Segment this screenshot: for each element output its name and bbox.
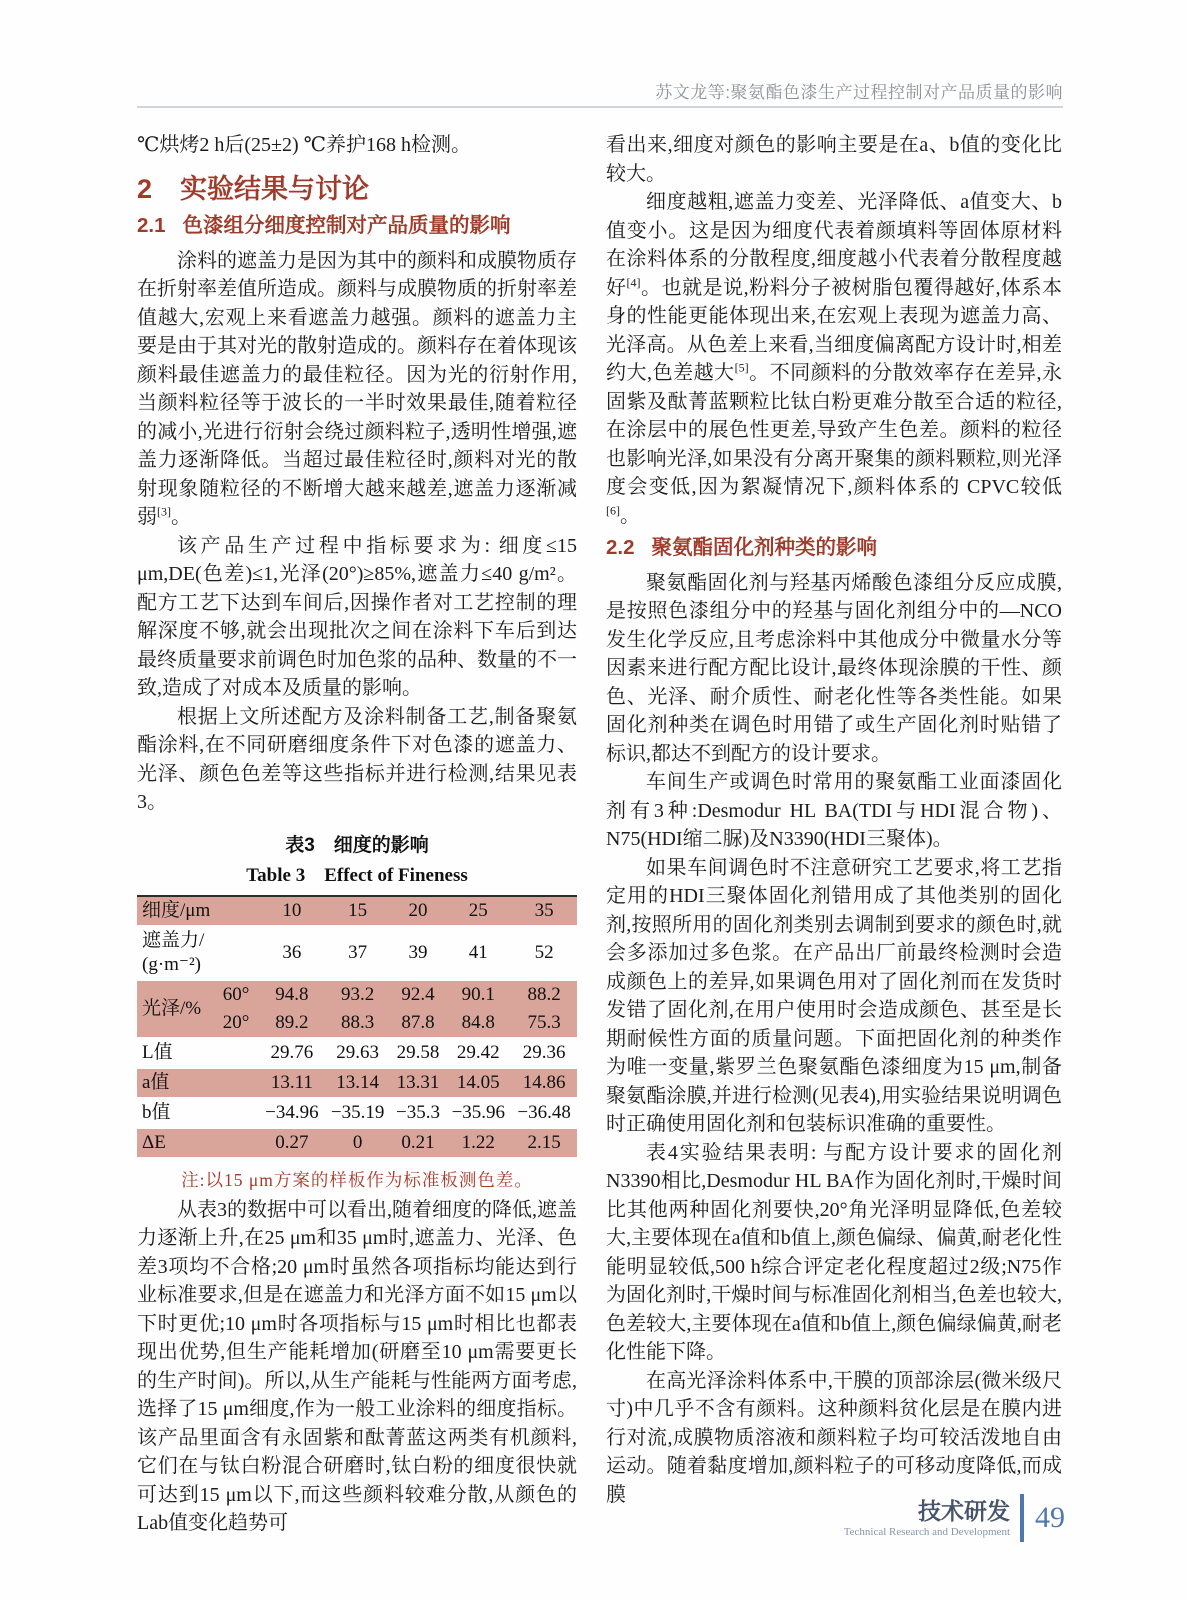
table3-caption-cn: 表3 细度的影响 bbox=[285, 834, 429, 856]
footer-divider bbox=[1020, 1494, 1024, 1542]
table-cell: 25 bbox=[445, 896, 511, 926]
table-cell: 88.2 bbox=[511, 980, 577, 1009]
row-label: 遮盖力/ (g·m⁻²) bbox=[142, 929, 205, 975]
table-cell: 37 bbox=[348, 941, 368, 963]
table-cell: −34.96 bbox=[265, 1101, 319, 1123]
page-number: 49 bbox=[1035, 1501, 1065, 1534]
table-cell: 13.31 bbox=[391, 1068, 446, 1098]
table-cell: 90.1 bbox=[445, 980, 511, 1009]
table3-note: 注:以15 μm方案的样板作为标准板测色差。 bbox=[181, 1169, 533, 1190]
table-cell: 87.8 bbox=[391, 1009, 446, 1038]
paragraph-fineness-effect: 细度越粗,遮盖力变差、光泽降低、a值变大、b值变小。这是因为细度代表着颜填料等固体原材料在涂料体系的分散程度,细度越小代表着分散程度越好[4]。也就是说,粉料分子被树脂包覆得越好,体系本身的性能更能体现出来,在宏观上表现为遮盖力高、光泽高。从色差上来看,当细度偏离配方设计时,相差约大,色差越大[5]。不同颜料的分散效率存在差异,永固紫及酞菁蓝颗粒比钛白粉更难分散至合适的粒径,在涂层中的展色性更差,导致产生色差。颜料的粒径也影响光泽,如果没有分离开聚集的颜料颗粒,则光泽度会变低,因为絮凝情况下,颜料体系的 CPVC较低[6]。 bbox=[606, 191, 1063, 527]
table-cell: 10 bbox=[259, 896, 325, 926]
table3-row-gloss-60 bbox=[137, 980, 577, 1009]
table3-row-dE bbox=[137, 1128, 577, 1158]
section-title: 色漆组分细度控制对产品质量的影响 bbox=[182, 214, 511, 238]
row-sublabel: 20° bbox=[213, 1009, 259, 1038]
table-cell: 1.22 bbox=[445, 1128, 511, 1158]
row-sublabel: 60° bbox=[213, 980, 259, 1009]
paragraph-three-curing-agents: 车间生产或调色时常用的聚氨酯工业面漆固化剂有3种:Desmodur HL BA(TDI与HDI混合物)、N75(HDI缩二脲)及N3390(HDI三聚体)。 bbox=[606, 771, 1062, 851]
table-cell: 39 bbox=[408, 941, 428, 963]
table-cell: 15 bbox=[325, 896, 391, 926]
table3-row-L bbox=[137, 1038, 577, 1068]
table-cell: 94.8 bbox=[259, 980, 325, 1009]
table-cell: −35.3 bbox=[395, 1101, 440, 1123]
table-cell: 29.63 bbox=[336, 1041, 380, 1063]
table-cell: 75.3 bbox=[511, 1009, 577, 1038]
paragraph-prepare: 根据上文所述配方及涂料制备工艺,制备聚氨酯涂料,在不同研磨细度条件下对色漆的遮盖力、光泽、颜色色差等这些指标并进行检测,结果见表3。 bbox=[137, 705, 577, 814]
paragraph-hiding-power: 涂料的遮盖力是因为其中的颜料和成膜物质存在折射率差值所造成。颜料与成膜物质的折射率差值越大,宏观上来看遮盖力越强。颜料的遮盖力主要是由于其对光的散射造成的。颜料存在着体现该颜料最佳遮盖力的最佳粒径。因为光的衍射作用,当颜料粒径等于波长的一半时效果最佳,随着粒径的减小,光进行衍射会绕过颜料粒子,透明性增强,遮盖力逐渐降低。当超过最佳粒径时,颜料对光的散射现象随粒径的不断增大越来越差,遮盖力逐渐减弱[3]。 bbox=[137, 249, 577, 529]
section-number: 2.2 bbox=[606, 536, 635, 559]
footer-section bbox=[844, 1498, 1010, 1538]
row-label: L值 bbox=[142, 1041, 173, 1063]
table-cell: 29.76 bbox=[270, 1041, 314, 1063]
running-title: 苏文龙等:聚氨酯色漆生产过程控制对产品质量的影响 bbox=[655, 83, 1063, 102]
paragraph-table4-results: 表4实验结果表明: 与配方设计要求的固化剂N3390相比,Desmodur HL BA作为固化剂时,干燥时间比其他两种固化剂要快,20°角光泽明显降低,色差较大,主要体现在a值和b值上,颜色偏绿、偏黄,耐老化性能明显较低,500 h综合评定老化程度超过2级;N75作为固化剂时,干燥时间与标准固化剂相当,色差也较大,色差较大,主要体现在a值和b值上,颜色偏绿偏黄,耐老化性能下降。 bbox=[606, 1141, 1062, 1364]
section-heading-2-2 bbox=[606, 535, 1062, 562]
table-cell: 92.4 bbox=[391, 980, 446, 1009]
footer-section-en: Technical Research and Development bbox=[843, 1526, 1010, 1539]
paragraph-continuation: ℃烘烤2 h后(25±2) ℃养护168 h检测。 bbox=[137, 134, 472, 156]
table-cell: 14.05 bbox=[445, 1068, 511, 1098]
paragraph-discussion: 从表3的数据中可以看出,随着细度的降低,遮盖力逐渐上升,在25 μm和35 μm时,遮盖力、光泽、色差3项均不合格;20 μm时虽然各项指标均能达到行业标准要求,但是在遮盖力和光泽方面不如15 μm以下时更优;10 μm时各项指标与15 μm时相比也都表现出优势,但生产能耗增加(研磨至10 μm需要更长的生产时间)。所以,从生产能耗与性能两方面考虑,选择了15 μm细度,作为一般工业涂料的细度指标。该产品里面含有永固紫和酞菁蓝这两类有机颜料,它们在与钛白粉混合研磨时,钛白粉的细度很快就可达到15 μm以下,而这些颜料较难分散,从颜色的Lab值变化趋势可 bbox=[137, 1198, 577, 1535]
row-label: ΔE bbox=[137, 1128, 259, 1158]
table-cell: 0.27 bbox=[259, 1128, 325, 1158]
table-cell: 52 bbox=[534, 941, 554, 963]
table-cell: 29.36 bbox=[522, 1041, 566, 1063]
section-number: 2 bbox=[137, 173, 153, 204]
table-cell: 20 bbox=[391, 896, 446, 926]
paragraph-high-gloss: 在高光泽涂料体系中,干膜的顶部涂层(微米级尺寸)中几乎不含有颜料。这种颜料贫化层是在膜内进行对流,成膜物质溶液和颜料粒子均可较活泼地自由运动。随着黏度增加,颜料粒子的可移动度降低,而成膜 bbox=[606, 1369, 1062, 1506]
running-header bbox=[137, 78, 1063, 103]
table3-row-hiding-power bbox=[137, 926, 577, 980]
table-cell: 0 bbox=[325, 1128, 391, 1158]
table-cell: 29.42 bbox=[456, 1041, 500, 1063]
table3-row-b bbox=[137, 1098, 577, 1128]
section-number: 2.1 bbox=[137, 214, 166, 238]
section-title: 聚氨酯固化剂种类的影响 bbox=[651, 536, 877, 559]
section-title: 实验结果与讨论 bbox=[180, 173, 370, 204]
left-column bbox=[137, 131, 577, 1538]
table-cell: 84.8 bbox=[445, 1009, 511, 1038]
table3-row-a bbox=[137, 1068, 577, 1098]
table-cell: −35.19 bbox=[330, 1101, 385, 1123]
section-heading-2 bbox=[137, 173, 577, 207]
row-label: b值 bbox=[142, 1101, 171, 1123]
table3-caption-en: Table 3 Effect of Fineness bbox=[246, 864, 468, 886]
row-label: 光泽/% bbox=[137, 980, 213, 1038]
row-label: a值 bbox=[137, 1068, 259, 1098]
section-heading-2-1 bbox=[137, 213, 577, 240]
table-cell: 2.15 bbox=[511, 1128, 577, 1158]
table-cell: −36.48 bbox=[517, 1101, 571, 1123]
table3-row-fineness bbox=[137, 896, 577, 926]
table3 bbox=[137, 895, 577, 1159]
page-footer bbox=[844, 1494, 1065, 1542]
header-divider bbox=[137, 106, 1063, 108]
table-cell: 36 bbox=[282, 941, 302, 963]
table-cell: 29.58 bbox=[396, 1041, 440, 1063]
table-cell: 13.11 bbox=[259, 1068, 325, 1098]
table-cell: 89.2 bbox=[259, 1009, 325, 1038]
row-label: 细度/μm bbox=[137, 896, 259, 926]
right-column bbox=[606, 131, 1062, 1509]
table-cell: 13.14 bbox=[325, 1068, 391, 1098]
table-cell: 0.21 bbox=[391, 1128, 446, 1158]
footer-section-cn: 技术研发 bbox=[918, 1497, 1010, 1524]
table-cell: 41 bbox=[468, 941, 488, 963]
table-cell: 93.2 bbox=[325, 980, 391, 1009]
paragraph-continuation: 看出来,细度对颜色的影响主要是在a、b值的变化比较大。 bbox=[606, 134, 1062, 185]
table-cell: −35.96 bbox=[451, 1101, 506, 1123]
paragraph-wrong-curing-agent: 如果车间调色时不注意研究工艺要求,将工艺指定用的HDI三聚体固化剂错用成了其他类别的固化剂,按照所用的固化剂类别去调制到要求的颜色时,就会多添加过多色浆。在产品出厂前最终检测时会造成颜色上的差异,如果调色用对了固化剂而在发货时发错了固化剂,在用户使用时会造成颜色、甚至是长期耐候性方面的质量问题。下面把固化剂的种类作为唯一变量,紫罗兰色聚氨酯色漆细度为15 μm,制备聚氨酯涂膜,并进行检测(见表4),用实验结果说明调色时正确使用固化剂和包装标识准确的重要性。 bbox=[606, 856, 1062, 1136]
paragraph-curing-reaction: 聚氨酯固化剂与羟基丙烯酸色漆组分反应成膜,是按照色漆组分中的羟基与固化剂组分中的—NCO发生化学反应,且考虑涂料中其他成分中微量水分等因素来进行配方配比设计,最终体现涂膜的干性、颜色、光泽、耐介质性、耐老化性等各类性能。如果固化剂种类在调色时用错了或生产固化剂时贴错了标识,都达不到配方的设计要求。 bbox=[606, 571, 1062, 765]
paragraph-targets: 该产品生产过程中指标要求为: 细度≤15 μm,DE(色差)≤1,光泽(20°)≥85%,遮盖力≤40 g/m²。配方工艺下达到车间后,因操作者对工艺控制的理解深度不够,就会出现批次之间在涂料下车后到达最终质量要求前调色时加色浆的品种、数量的不一致,造成了对成本及质量的影响。 bbox=[137, 534, 577, 700]
table-cell: 35 bbox=[511, 896, 577, 926]
table-cell: 88.3 bbox=[325, 1009, 391, 1038]
table-cell: 14.86 bbox=[511, 1068, 577, 1098]
